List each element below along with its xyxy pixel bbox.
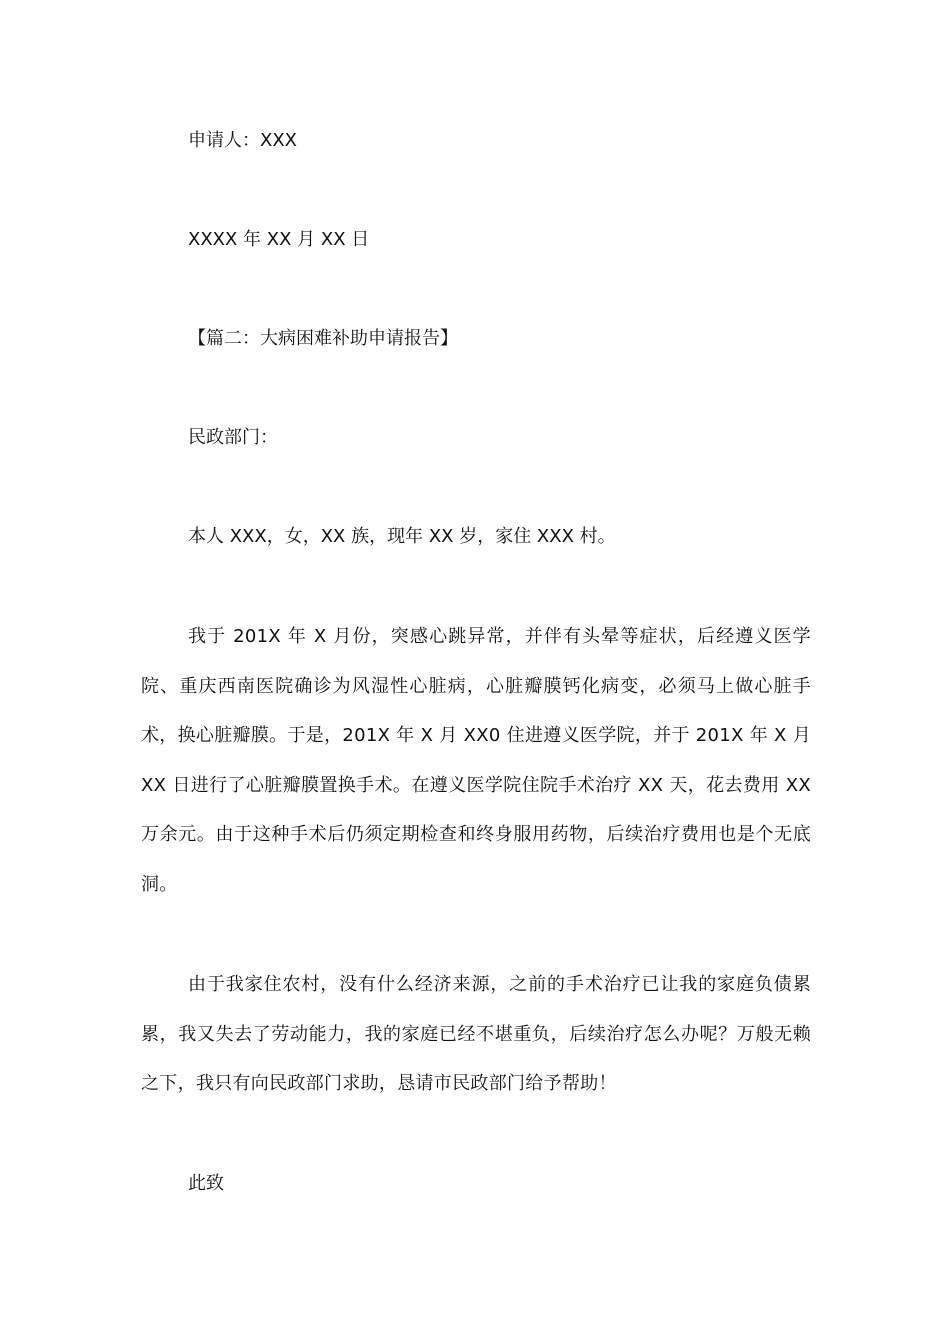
body-paragraph-1: 我于 201X 年 X 月份，突感心跳异常，并伴有头晕等症状，后经遵义医学院、重庆西南医院确诊为风湿性心脏病，心脏瓣膜钙化病变，必须马上做心脏手术，换心脏瓣膜。于是，201X 年 X 月 XX0 住进遵义医学院，并于 201X 年 X 月 XX 日进行了心脏瓣膜置换手术。在遵义医学院住院手术治疗 XX 天，花去费用 XX 万余元。由于这种手术后仍须定期检查和终身服用药物，后续治疗费用也是个无底洞。 — [141, 626, 811, 895]
section-heading: 【篇二：大病困难补助申请报告】 — [188, 328, 458, 349]
salutation: 民政部门： — [188, 427, 278, 448]
closing-line: 此致 — [188, 1173, 224, 1194]
date-line: XXXX 年 XX 月 XX 日 — [188, 229, 370, 250]
intro-paragraph: 本人 XXX，女，XX 族，现年 XX 岁，家住 XXX 村。 — [188, 526, 616, 547]
applicant-line: 申请人：XXX — [188, 130, 297, 151]
body-paragraph-2: 由于我家住农村，没有什么经济来源，之前的手术治疗已让我的家庭负债累累，我又失去了劳动能力，我的家庭已经不堪重负，后续治疗怎么办呢？万般无赖之下，我只有向民政部门求助，恳请市民政部门给予帮助！ — [141, 974, 811, 1095]
